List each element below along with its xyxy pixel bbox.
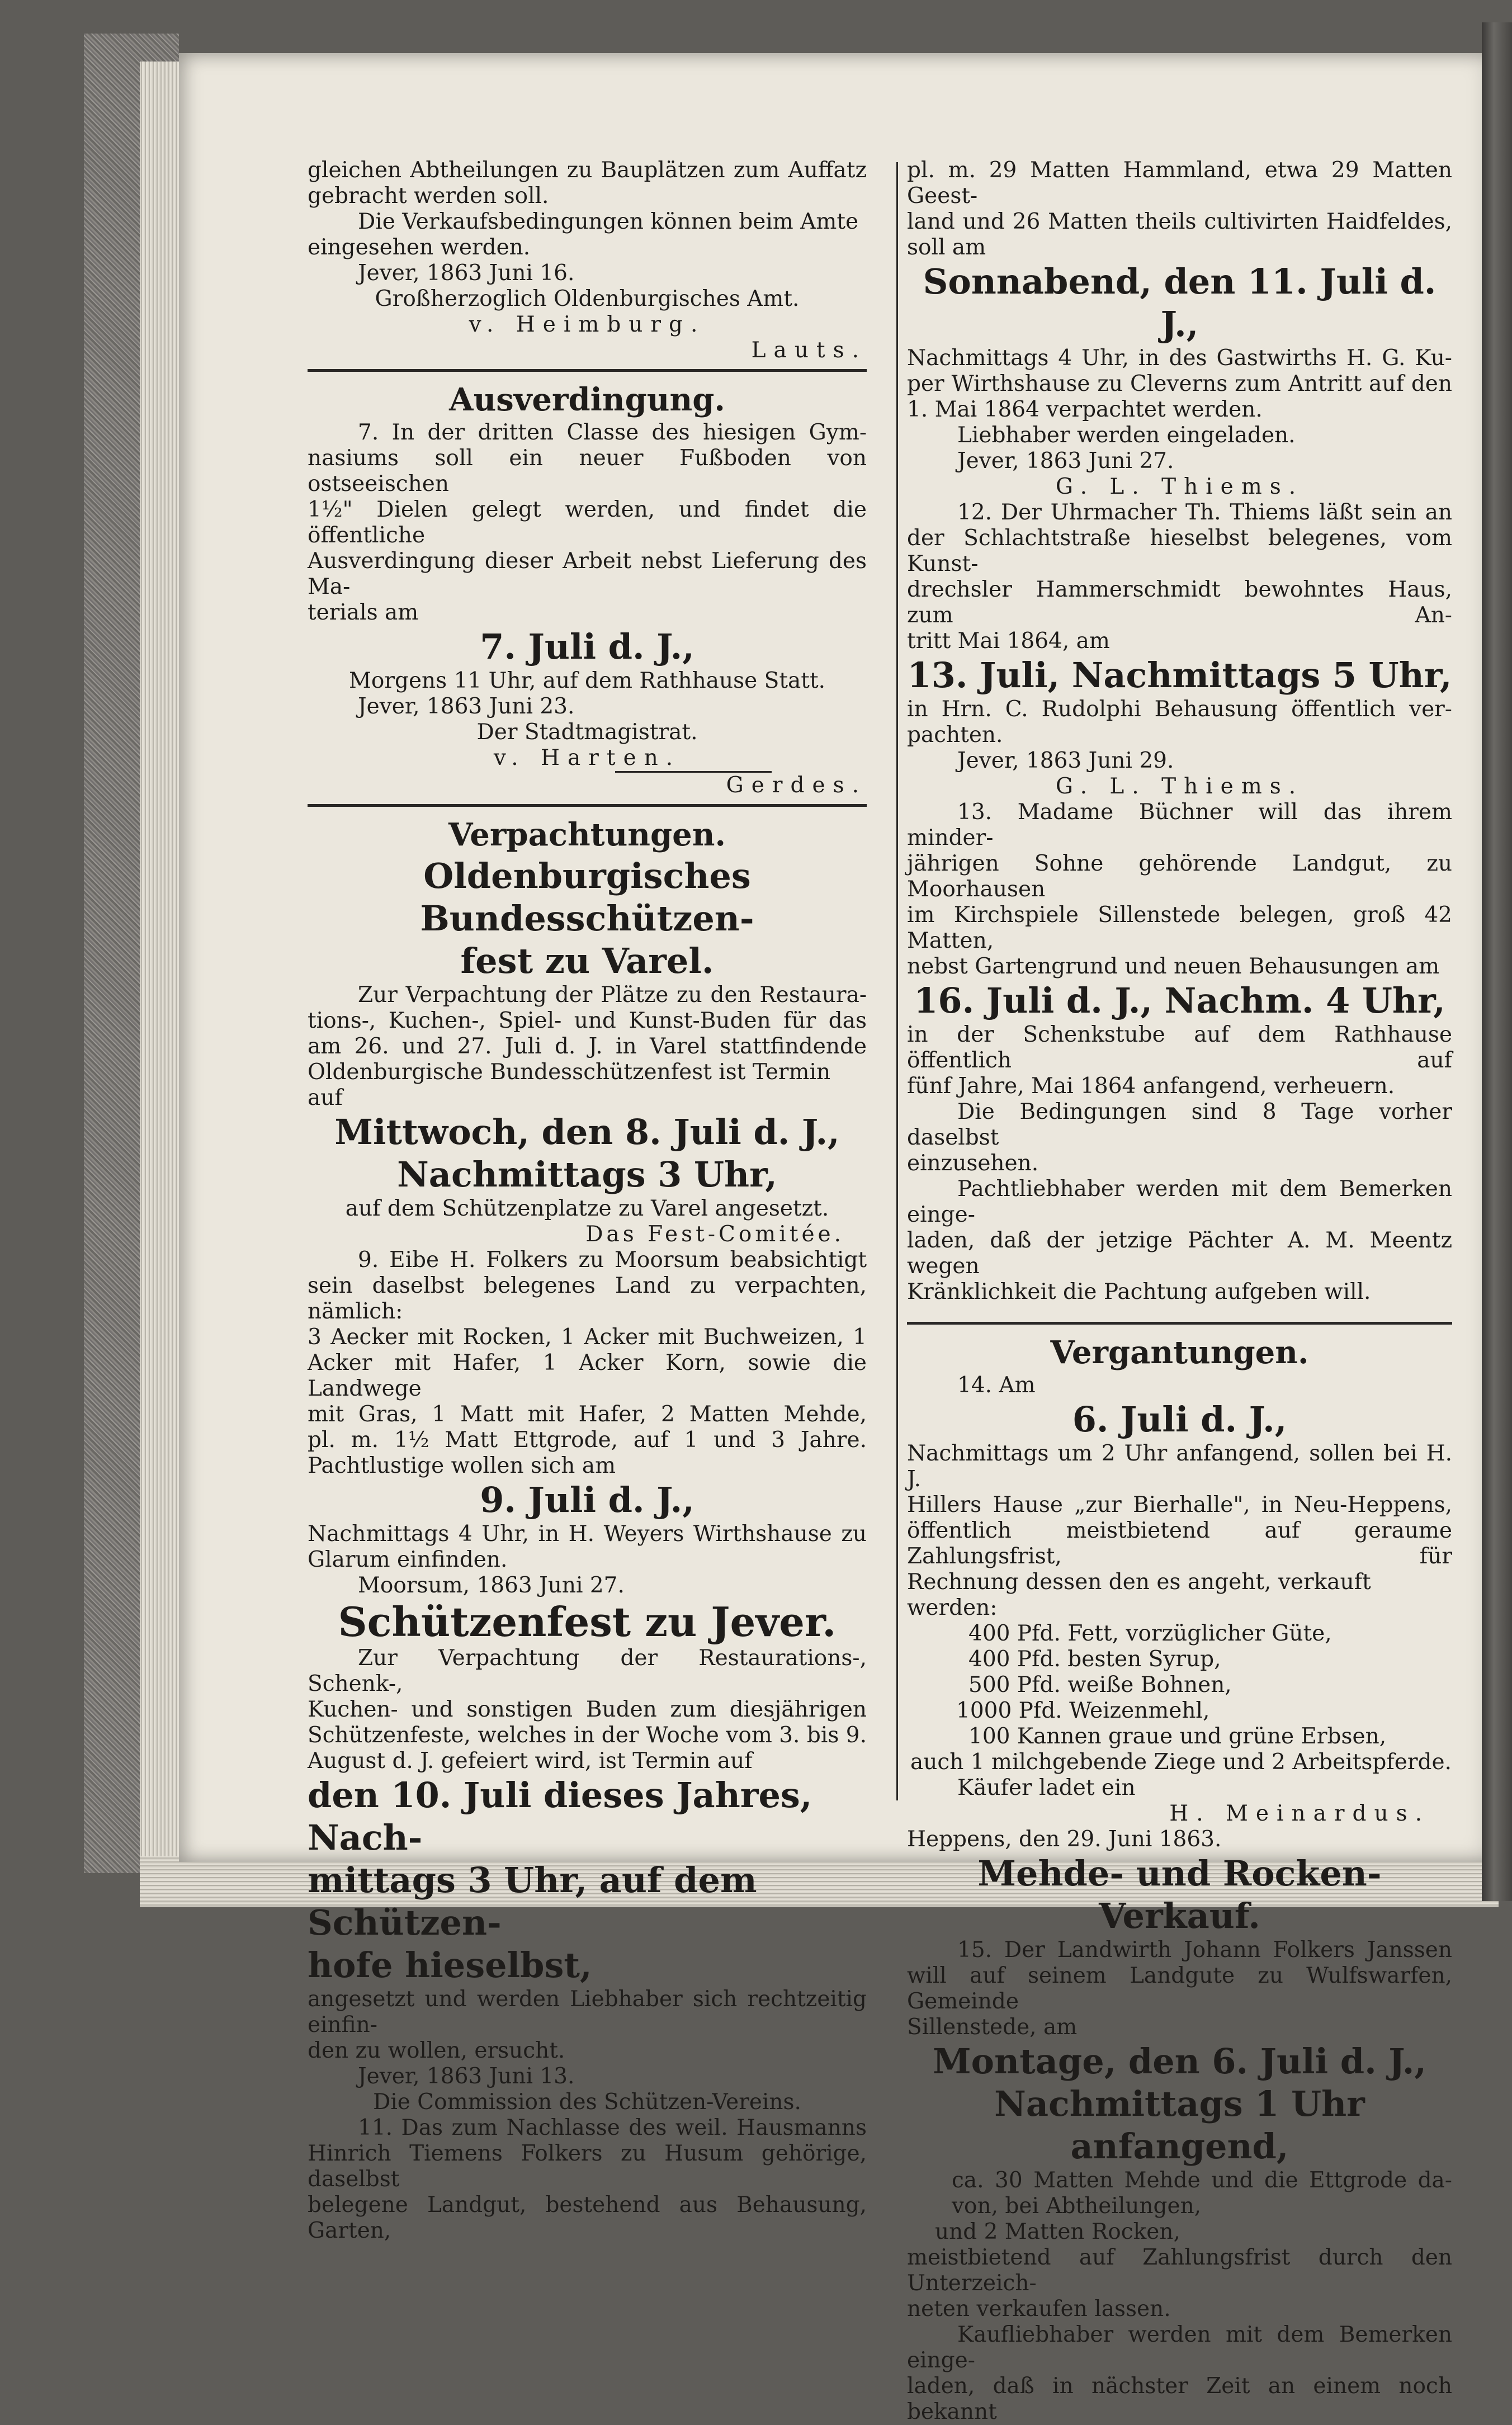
signature: Lauts. (751, 338, 867, 363)
text-line: mit Gras, 1 Matt mit Hafer, 2 Matten Mehde, (308, 1402, 867, 1427)
list-item: 1000 Pfd. Weizenmehl, (956, 1698, 1210, 1723)
text-line: will auf seinem Landgute zu Wulfswarfen, Gemeinde (907, 1963, 1452, 2014)
notice-heading: Oldenburgisches Bundesschützen- (420, 855, 754, 939)
text-line: Die Bedingungen sind 8 Tage vorher daselbst (907, 1099, 1452, 1150)
text-line: Hillers Hause „zur Bierhalle", in Neu-Heppens, (907, 1492, 1452, 1518)
text-line: auf dem Schützenplatze zu Varel angesetzt. (345, 1196, 829, 1221)
text-line: Oldenburgische Bundesschützenfest ist Termin auf (308, 1060, 831, 1110)
text-line: Zur Verpachtung der Restaurations-, Schenk-, (308, 1646, 867, 1696)
right-column (907, 158, 1452, 2425)
date-line: Moorsum, 1863 Juni 27. (358, 1573, 625, 1598)
text-line: eingesehen werden. (308, 235, 531, 260)
text-line: Acker mit Hafer, 1 Acker Korn, sowie die Landwege (308, 1350, 867, 1401)
list-item: auch 1 milchgebende Ziege und 2 Arbeitspferde. (910, 1750, 1452, 1775)
text-line: 1½" Dielen gelegt werden, und findet die öffentliche (308, 497, 867, 548)
signature: Gerdes. (726, 773, 867, 798)
signature: G. L. Thiems. (1055, 774, 1304, 799)
date-heading: Sonnabend, den 11. Juli d. J., (923, 261, 1437, 344)
signature: G. L. Thiems. (1055, 474, 1304, 499)
text-line: soll am (907, 235, 986, 260)
date-heading: hofe hieselbst, (308, 1945, 592, 1986)
date-heading: den 10. Juli dieses Jahres, Nach- (308, 1775, 812, 1858)
text-line: nebst Gartengrund und neuen Behausungen am (907, 954, 1440, 979)
left-column (308, 158, 867, 2244)
signature: H. Meinardus. (1169, 1801, 1430, 1826)
text-line: und 2 Matten Rocken, (935, 2219, 1180, 2244)
signature: v. Harten. (493, 745, 681, 770)
section-rule (308, 369, 867, 372)
list-item: 400 Pfd. besten Syrup, (968, 1647, 1221, 1672)
text-line: den zu wollen, ersucht. (308, 2038, 565, 2063)
date-heading: Nachmittags 1 Uhr anfangend, (994, 2083, 1365, 2167)
text-line: Kuchen- und sonstigen Buden zum diesjährigen (308, 1697, 867, 1722)
text-line: Pachtliebhaber werden mit dem Bemerken einge- (907, 1176, 1452, 1227)
text-line: per Wirthshause zu Cleverns zum Antritt auf den (907, 371, 1452, 396)
date-line: Jever, 1863 Juni 29. (957, 748, 1174, 773)
notice-heading: Schützenfest zu Jever. (338, 1598, 837, 1646)
authority-line: Großherzoglich Oldenburgisches Amt. (375, 286, 800, 311)
date-line: Jever, 1863 Juni 16. (358, 261, 575, 286)
text-line: Nachmittags 4 Uhr, in des Gastwirths H. G. Ku- (907, 346, 1452, 371)
text-line: pl. m. 1½ Matt Ettgrode, auf 1 und 3 Jahre. (308, 1427, 867, 1453)
text-line: angesetzt und werden Liebhaber sich rechtzeitig einfin- (308, 1987, 867, 2038)
date-line: Heppens, den 29. Juni 1863. (907, 1827, 1222, 1852)
text-line: meistbietend auf Zahlungsfrist durch den Unterzeich- (907, 2245, 1452, 2296)
text-line: Kränklichkeit die Pachtung aufgeben will. (907, 1279, 1371, 1304)
text-line: Die Verkaufsbedingungen können beim Amte (358, 209, 859, 234)
text-line: 3 Aecker mit Rocken, 1 Acker mit Buchweizen, 1 (308, 1325, 867, 1350)
signature: v. Heimburg. (469, 312, 706, 337)
text-line: 13. Madame Büchner will das ihrem minder- (907, 800, 1452, 850)
date-heading: mittags 3 Uhr, auf dem Schützen- (308, 1860, 757, 1943)
text-line: Ausverdingung dieser Arbeit nebst Lieferung des Ma- (308, 549, 867, 599)
text-line: Hinrich Tiemens Folkers zu Husum gehörige, daselbst (308, 2141, 867, 2192)
text-line: Nachmittags um 2 Uhr anfangend, sollen bei H. J. (907, 1441, 1452, 1492)
text-line: August d. J. gefeiert wird, ist Termin auf (308, 1748, 753, 1774)
text-line: terials am (308, 600, 419, 625)
notice-heading: fest zu Varel. (460, 940, 714, 981)
date-heading: 16. Juli d. J., Nachm. 4 Uhr, (914, 980, 1445, 1021)
date-heading: Montage, den 6. Juli d. J., (933, 2041, 1426, 2082)
section-heading: Vergantungen. (1050, 1334, 1309, 1371)
text-line: drechsler Hammerschmidt bewohntes Haus, zum An- (907, 577, 1452, 628)
text-line: Zur Verpachtung der Plätze zu den Restaura- (358, 982, 867, 1008)
text-line: 12. Der Uhrmacher Th. Thiems läßt sein an (957, 500, 1452, 525)
text-line: jährigen Sohne gehörende Landgut, zu Moorhausen (907, 851, 1452, 902)
text-line: ca. 30 Matten Mehde und die Ettgrode da- (952, 2168, 1452, 2193)
section-rule (907, 1322, 1452, 1325)
text-line: öffentlich meistbietend auf geraume Zahlungsfrist, für (907, 1518, 1452, 1569)
date-heading: Nachmittags 3 Uhr, (397, 1154, 777, 1195)
text-line: pl. m. 29 Matten Hammland, etwa 29 Matten Geest- (907, 158, 1452, 209)
date-heading: 7. Juli d. J., (480, 626, 694, 667)
authority-line: Die Commission des Schützen-Vereins. (373, 2090, 801, 2115)
text-line: Nachmittags 4 Uhr, in H. Weyers Wirthshause zu (308, 1521, 867, 1547)
text-line: neten verkaufen lassen. (907, 2296, 1171, 2322)
text-line: am 26. und 27. Juli d. J. in Varel stattfindende (308, 1034, 867, 1059)
text-line: im Kirchspiele Sillenstede belegen, groß 42 Matten, (907, 902, 1452, 953)
text-line: pachten. (907, 722, 1003, 748)
date-heading: 9. Juli d. J., (480, 1479, 694, 1520)
text-line: 1. Mai 1864 verpachtet werden. (907, 397, 1263, 422)
text-line: gebracht werden soll. (308, 183, 549, 209)
date-line: Jever, 1863 Juni 13. (358, 2064, 575, 2089)
text-line: tritt Mai 1864, am (907, 628, 1110, 654)
signature: Das Fest-Comitée. (585, 1222, 844, 1247)
text-line: 14. Am (957, 1373, 1036, 1398)
date-heading: Mittwoch, den 8. Juli d. J., (334, 1112, 840, 1152)
notice-heading: Mehde- und Rocken-Verkauf. (977, 1853, 1382, 1936)
section-heading: Ausverdingung. (449, 381, 725, 418)
date-line: Jever, 1863 Juni 27. (957, 448, 1174, 474)
text-line: Käufer ladet ein (957, 1775, 1136, 1800)
list-item: 500 Pfd. weiße Bohnen, (968, 1672, 1232, 1698)
text-line: fünf Jahre, Mai 1864 anfangend, verheuern. (907, 1074, 1395, 1099)
text-line: laden, daß in nächster Zeit an einem noch bekannt (907, 2374, 1452, 2424)
text-line: 7. In der dritten Classe des hiesigen Gym- (358, 420, 867, 445)
text-line: in Hrn. C. Rudolphi Behausung öffentlich ver- (907, 697, 1452, 722)
date-heading: 13. Juli, Nachmittags 5 Uhr, (907, 655, 1452, 696)
text-line: Schützenfeste, welches in der Woche vom 3. bis 9. (308, 1723, 867, 1748)
text-line: belegene Landgut, bestehend aus Behausung, Garten, (308, 2192, 867, 2243)
text-line: gleichen Abtheilungen zu Bauplätzen zum Auffatz (308, 158, 867, 183)
text-line: Liebhaber werden eingeladen. (957, 423, 1296, 448)
text-line: Kaufliebhaber werden mit dem Bemerken einge- (907, 2322, 1452, 2373)
text-line: in der Schenkstube auf dem Rathhause öffentlich auf (907, 1022, 1452, 1073)
text-line: Sillenstede, am (907, 2015, 1078, 2040)
text-line: von, bei Abtheilungen, (952, 2194, 1202, 2219)
date-heading: 6. Juli d. J., (1072, 1399, 1287, 1440)
text-line: 9. Eibe H. Folkers zu Moorsum beabsichtigt (358, 1247, 867, 1273)
text-line: nasiums soll ein neuer Fußboden von ostseeischen (308, 446, 867, 497)
date-line: Jever, 1863 Juni 23. (358, 694, 575, 719)
text-line: land und 26 Matten theils cultivirten Haidfeldes, (907, 209, 1452, 234)
column-divider (896, 162, 898, 1800)
list-item: 100 Kannen graue und grüne Erbsen, (968, 1724, 1387, 1749)
authority-line: Der Stadtmagistrat. (476, 720, 698, 745)
text-line: laden, daß der jetzige Pächter A. M. Meentz wegen (907, 1228, 1452, 1279)
text-line: 15. Der Landwirth Johann Folkers Janssen (957, 1937, 1452, 1963)
text-line: Glarum einfinden. (308, 1547, 508, 1572)
list-item: 400 Pfd. Fett, vorzüglicher Güte, (968, 1621, 1332, 1646)
text-line: 11. Das zum Nachlasse des weil. Hausmanns (358, 2115, 867, 2140)
text-line: der Schlachtstraße hieselbst belegenes, vom Kunst- (907, 526, 1452, 576)
text-line: sein daselbst belegenes Land zu verpachten, nämlich: (308, 1273, 867, 1324)
section-heading: Verpachtungen. (448, 816, 726, 853)
text-line: Morgens 11 Uhr, auf dem Rathhause Statt. (348, 668, 826, 693)
text-line: einzusehen. (907, 1151, 1039, 1176)
facing-page-edge (1482, 22, 1512, 1901)
text-line: Pachtlustige wollen sich am (308, 1453, 616, 1478)
section-rule (308, 804, 867, 807)
text-line: tions-, Kuchen-, Spiel- und Kunst-Buden für das (308, 1008, 867, 1033)
text-line: Rechnung dessen den es angeht, verkauft werden: (907, 1570, 1371, 1620)
